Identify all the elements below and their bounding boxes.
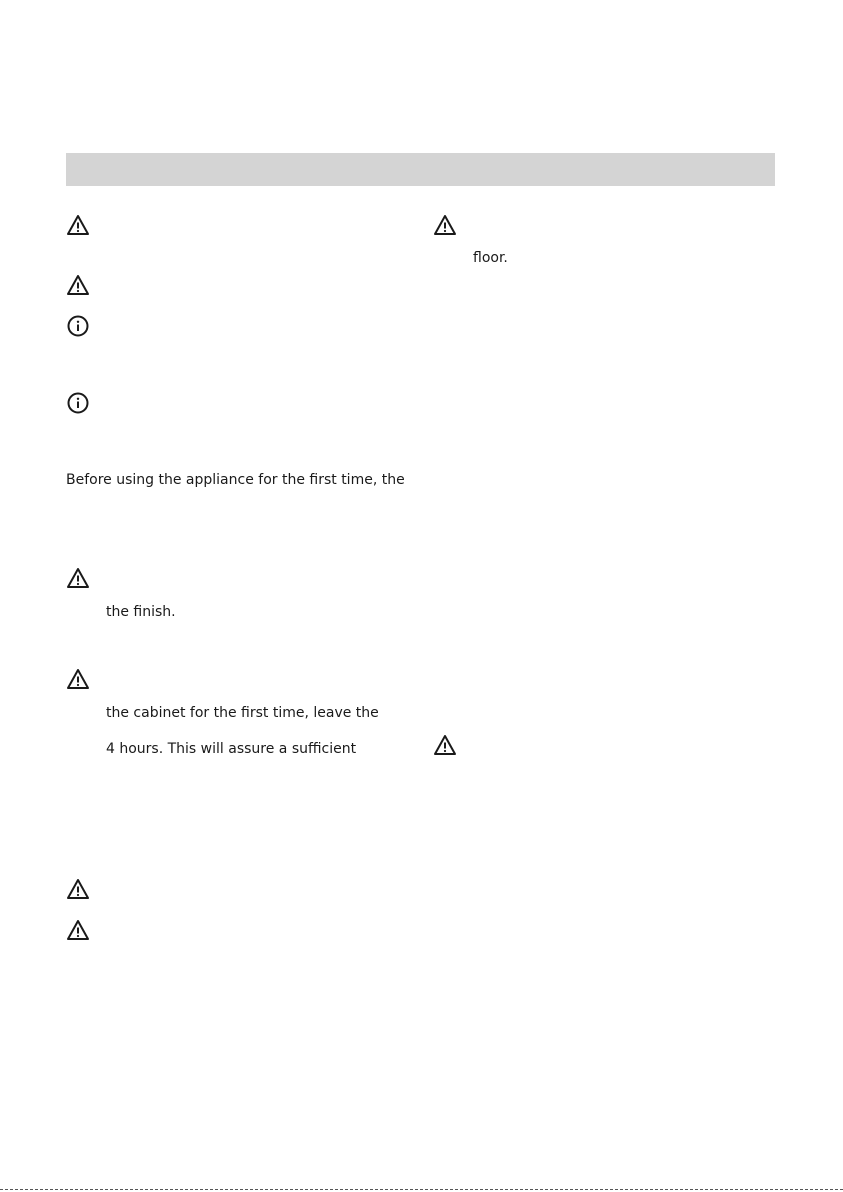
warning-triangle-icon — [66, 918, 90, 942]
warning-text-hours: 4 hours. This will assure a sufficient — [106, 741, 357, 757]
warning-triangle-icon — [66, 213, 90, 237]
warning-triangle-icon — [433, 733, 457, 757]
warning-triangle-icon — [66, 877, 90, 901]
warning-text-finish: the finish. — [106, 604, 176, 620]
warning-triangle-icon — [66, 566, 90, 590]
section-header-bar — [66, 153, 775, 186]
warning-triangle-icon — [433, 213, 457, 237]
warning-text-cabinet: the cabinet for the first time, leave the — [106, 705, 379, 721]
warning-text-floor: floor. — [473, 250, 508, 266]
page-bottom-border — [0, 1189, 843, 1190]
warning-triangle-icon — [66, 667, 90, 691]
info-circle-icon — [66, 391, 90, 415]
info-circle-icon — [66, 314, 90, 338]
warning-triangle-icon — [66, 273, 90, 297]
intro-text: Before using the appliance for the first time, the — [66, 472, 405, 488]
